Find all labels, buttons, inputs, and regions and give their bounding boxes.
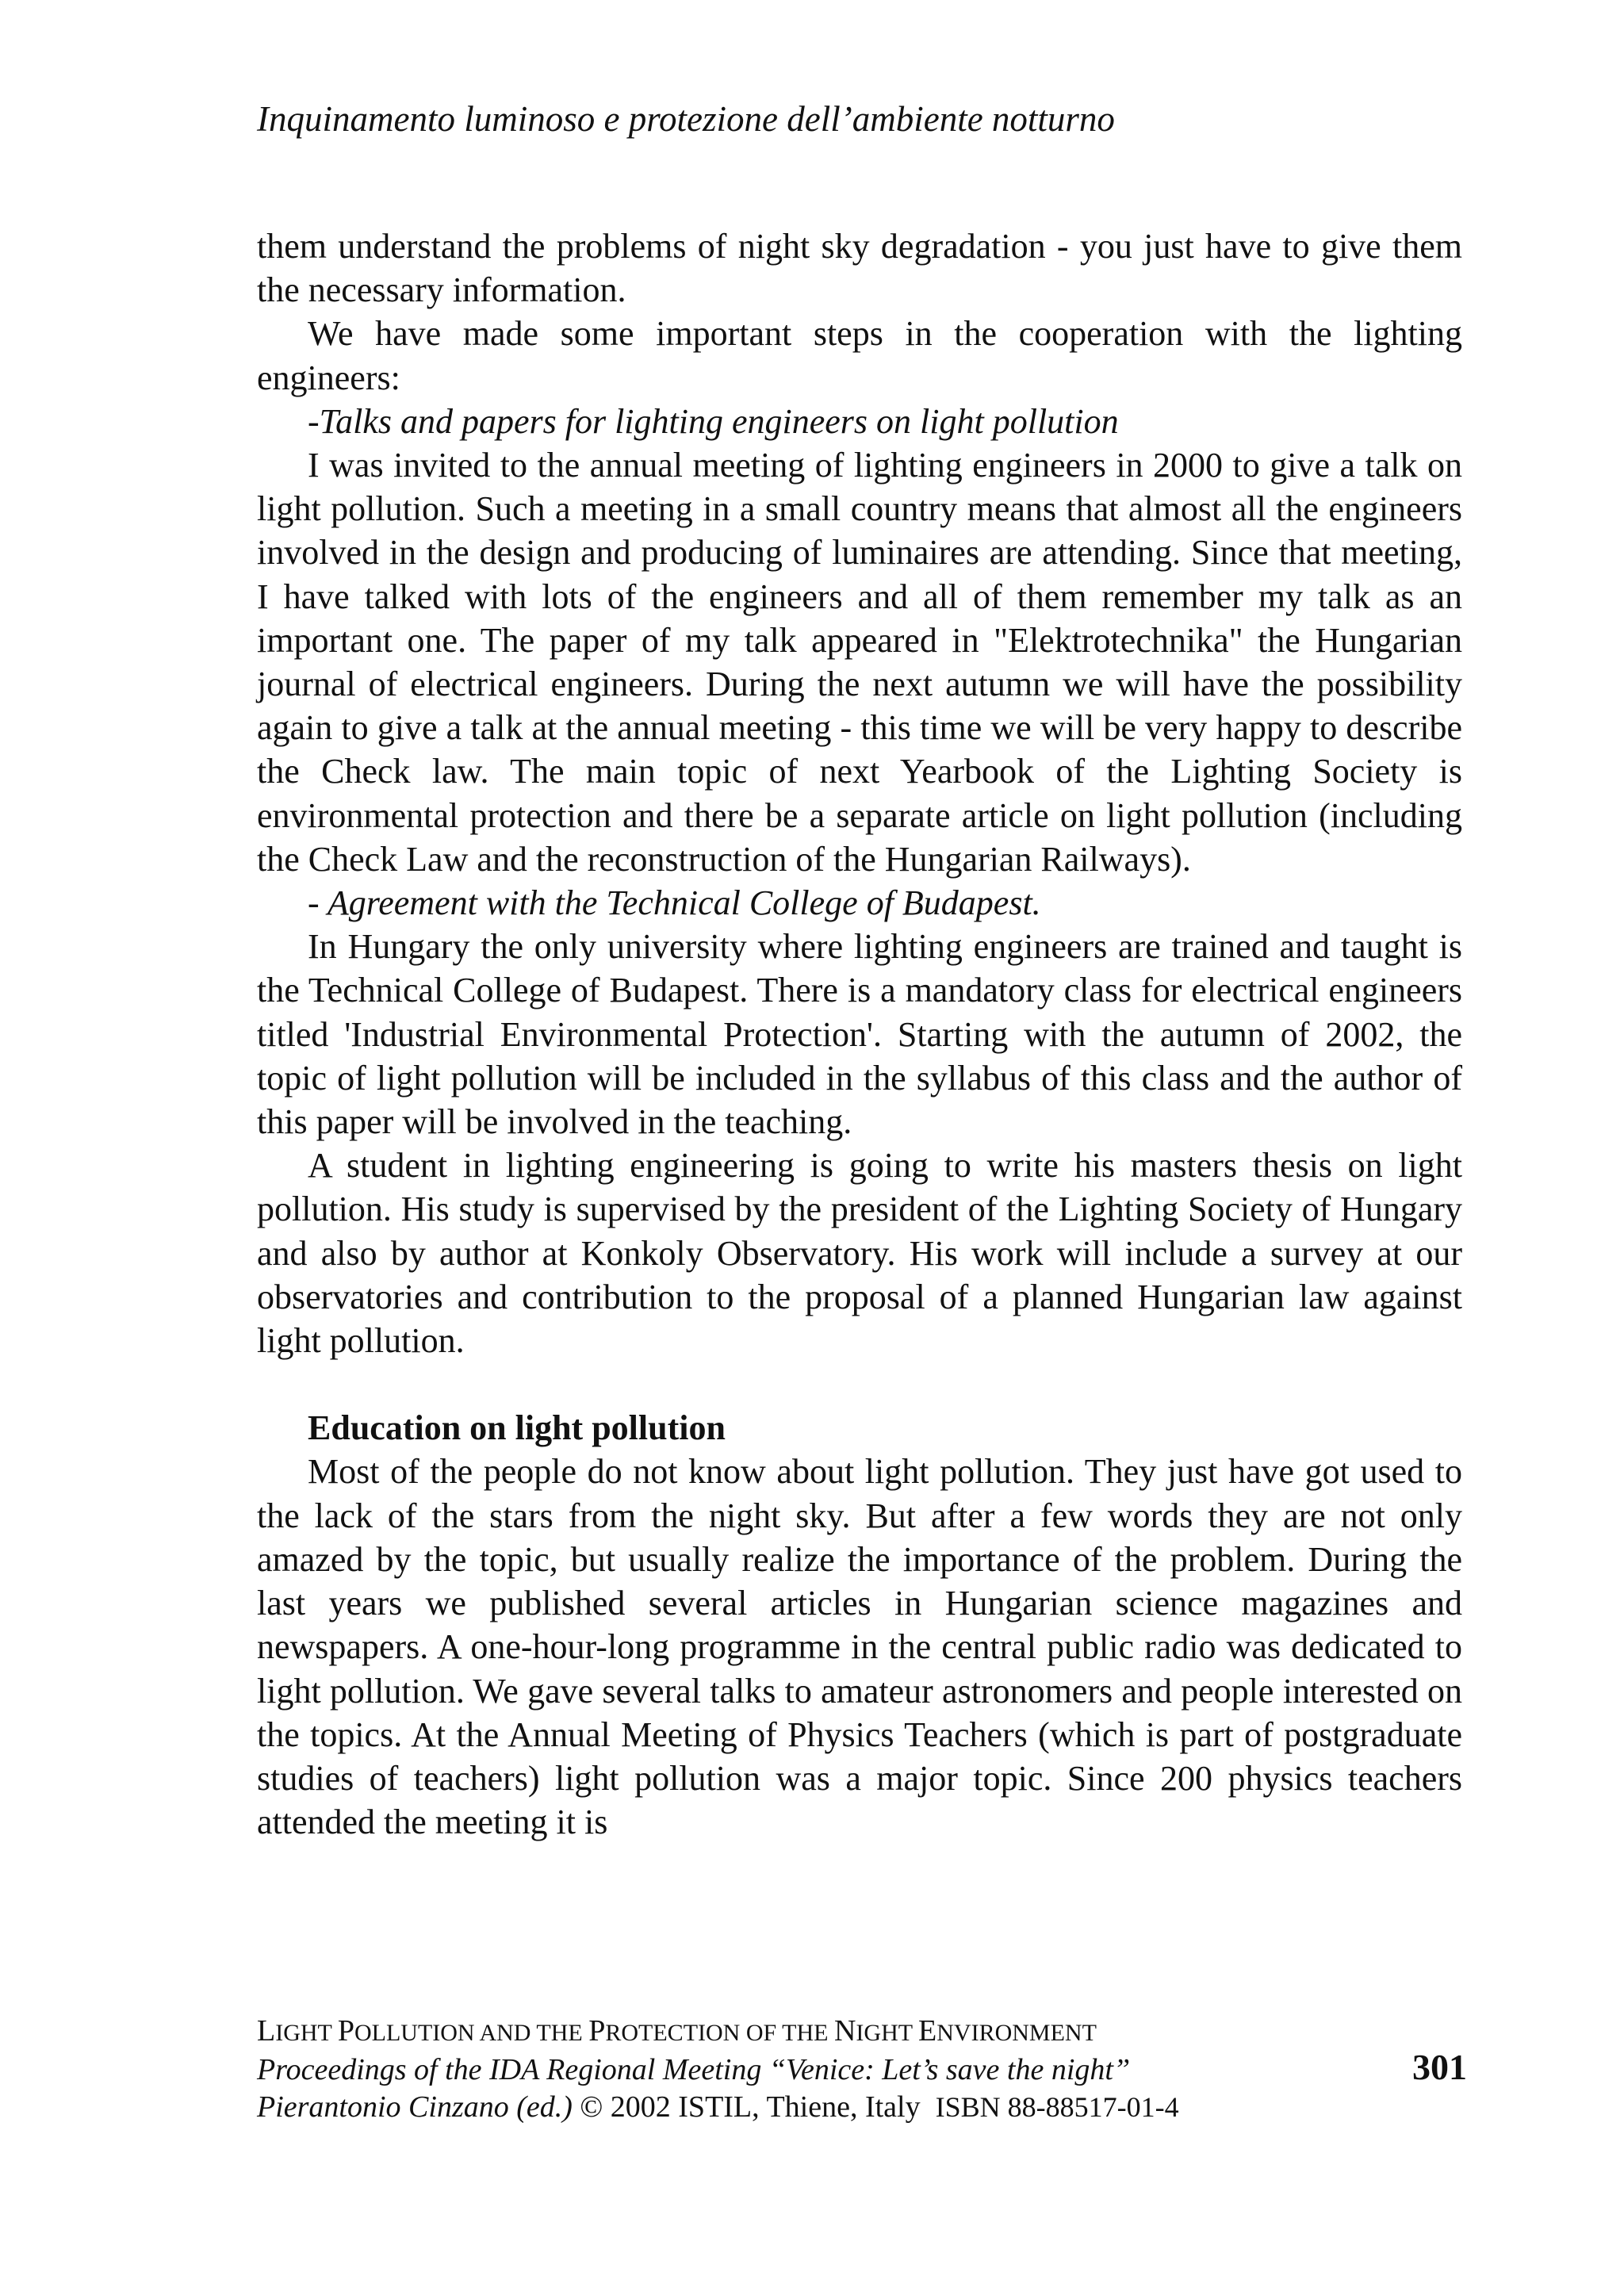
footer-publication-info [257, 2089, 1462, 2126]
footer-isbn: ISBN 88-88517-01-4 [935, 2091, 1179, 2123]
footer-title-part: IGHT [856, 2020, 919, 2046]
paragraph-continuation: them understand the problems of night sky degradation - you just have to give them the necessary information. [257, 227, 1462, 310]
footer-title-part: L [257, 2014, 276, 2048]
section-heading: Education on light pollution [308, 1408, 726, 1448]
footer-title-part: ROTECTION OF THE [605, 2020, 834, 2046]
footer-proceedings: Proceedings of the IDA Regional Meeting “Venice: Let’s save the night” [257, 2053, 1131, 2086]
page-number: 301 [1412, 2047, 1467, 2087]
footer-copyright: © 2002 ISTIL, Thiene, Italy [580, 2090, 921, 2124]
body-text [257, 224, 1462, 1844]
footer-title-part: E [918, 2014, 937, 2048]
paragraph: I was invited to the annual meeting of lighting engineers in 2000 to give a talk on light pollution. Such a meeting in a small country means that almost all the engineers involved in the design and producing of luminaires are attending. Since that meeting, I have talked with lots of the engineers and all of them remember my talk as an important one. The paper of my talk appeared in "Elektrotechnika" the Hungarian journal of electrical engineers. During the next autumn we will have the possibility again to give a talk at the annual meeting - this time we will be very happy to describe the Check law. The main topic of next Yearbook of the Lighting Society is environmental protection and there be a separate article on light pollution (including the Check Law and the reconstruction of the Hungarian Railways). [257, 446, 1462, 879]
paragraph: A student in lighting engineering is going to write his masters thesis on light pollution. His study is supervised by the president of the Lighting Society of Hungary and also by author at Konkoly Observatory. His work will include a survey at our observatories and contribution to the proposal of a planned Hungarian law against light pollution. [257, 1146, 1462, 1361]
subheading-italic: - Agreement with the Technical College of Budapest. [308, 883, 1041, 923]
footer-title-part: N [833, 2014, 856, 2048]
running-head: Inquinamento luminoso e protezione dell’ambiente notturno [257, 99, 1115, 139]
paragraph: In Hungary the only university where lighting engineers are trained and taught is the Technical College of Budapest. There is a mandatory class for electrical engineers titled 'Industrial Environmental Protection'. Starting with the autumn of 2002, the topic of light pollution will be included in the syllabus of this class and the author of this paper will be involved in the teaching. [257, 927, 1462, 1142]
footer-title-part: P [588, 2014, 606, 2048]
paragraph: We have made some important steps in the cooperation with the lighting engineers: [257, 314, 1462, 397]
footer-editor: Pierantonio Cinzano (ed.) [257, 2090, 573, 2124]
footer-book-title [257, 2013, 1462, 2052]
subheading-italic: -Talks and papers for lighting engineers on light pollution [308, 401, 1119, 441]
footer-title-part: NVIRONMENT [936, 2020, 1097, 2046]
footer-title-part: OLLUTION AND THE [354, 2020, 589, 2046]
footer-title-part: P [337, 2014, 354, 2048]
footer [257, 2013, 1462, 2126]
footer-title-part: IGHT [275, 2020, 338, 2046]
paragraph: Most of the people do not know about light pollution. They just have got used to the lack of the stars from the night sky. But after a few words they are not only amazed by the topic, but usually realize the importance of the problem. During the last years we published several articles in Hungarian science magazines and newspapers. A one-hour-long programme in the central public radio was dedicated to light pollution. We gave several talks to amateur astronomers and people interested on the topics. At the Annual Meeting of Physics Teachers (which is part of postgraduate studies of teachers) light pollution was a major topic. Since 200 physics teachers attended the meeting it is [257, 1452, 1462, 1842]
